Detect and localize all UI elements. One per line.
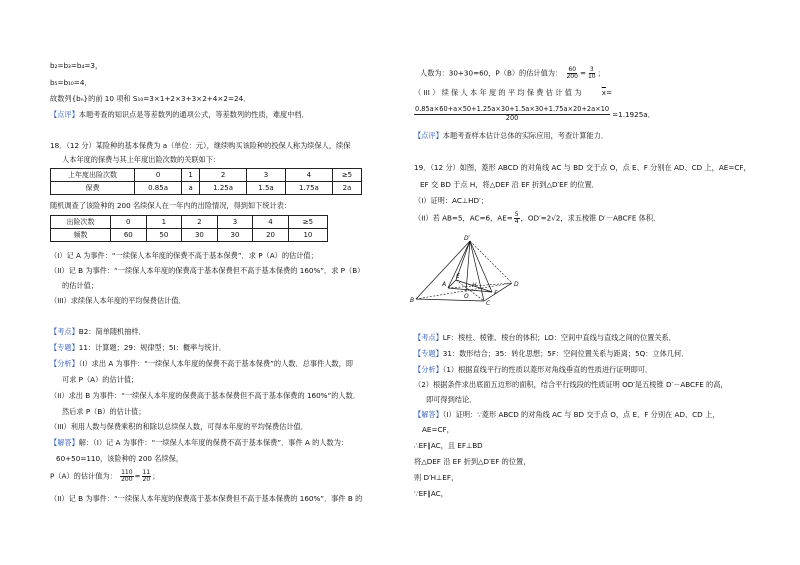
zhuanti-line (50, 343, 226, 352)
table-cell: 4 (285, 169, 332, 182)
zhuanti-text: 31：数形结合；35：转化思想；5F：空间位置关系与距离；5Q：立体几何． (442, 349, 689, 358)
table-cell: 10 (288, 229, 327, 242)
fraction (565, 67, 578, 80)
denominator: 10 (587, 73, 596, 80)
numerator: 60 (568, 66, 577, 73)
point-label: D (514, 281, 519, 288)
table-cell: ≥5 (332, 169, 361, 182)
table-cell: 50 (146, 229, 182, 242)
jieda-text: （I）证明：∵菱形 ABCD 的对角线 AC 与 BD 交于点 O，点 E、F 分别在 AD、CD 上， (442, 410, 720, 419)
jieda-text: 解：（I）记 A 为事件：“一续保人本年度的保费不高于基本保费”．事件 A 的人数为： (78, 438, 349, 447)
text: = (605, 88, 612, 97)
fraction (587, 67, 597, 80)
question-18-line: 18．（12 分）某险种的基本保费为 a（单位：元），继续购买该险种的投保人称为续保人，续保 (50, 141, 351, 150)
table-cell: a (182, 182, 200, 195)
point-label: O (464, 293, 469, 300)
question-19-line (414, 212, 660, 225)
fenxi-line (414, 365, 652, 374)
table-cell: ≥5 (288, 216, 327, 229)
denominator: 20 (142, 476, 151, 483)
jieda-line: （II）记 B 为事件：“一续保人本年度的保费高于基本保费但不高于基本保费的 160%”．事件 B 的 (50, 494, 363, 503)
fenxi-line: （2）根据条件求出底面五边形的面积，结合平行线段的性质证明 OD′是五棱锥 D′－ABCFE 的高， (414, 380, 728, 389)
table-row (51, 169, 362, 182)
fraction (414, 106, 610, 123)
table-cell: 出险次数 (51, 216, 111, 229)
fraction (120, 470, 133, 483)
question-19-line: （I）证明：AC⊥HD′； (414, 196, 488, 205)
fraction (514, 212, 520, 225)
table-cell: 4 (253, 216, 289, 229)
dianping-line (414, 131, 608, 140)
point-label: C (486, 300, 491, 307)
equals: = (134, 471, 141, 481)
text: =1.1925a． (612, 109, 655, 119)
jieda-line (414, 410, 719, 419)
table-cell: 3 (247, 169, 286, 182)
question-18-line: 随机调查了该险种的 200 名续保人在一年内的出险情况，得到如下统计表： (50, 201, 292, 210)
question-18-line: （II）记 B 为事件：“一续保人本年度的保费高于基本保费但不高于基本保费的 160%”．求 P（B） (50, 266, 365, 275)
table-cell: 1 (182, 169, 200, 182)
table-row (51, 182, 362, 195)
jieda-line (50, 470, 159, 483)
punct: ； (152, 471, 160, 481)
table-cell: 0 (135, 169, 182, 182)
equals: = (579, 68, 586, 78)
question-18-line: （I）记 A 为事件：“一续保人本年度的保费不高于基本保费”．求 P（A）的估计值； (50, 251, 318, 260)
kaodian-tag: 【考点】 (50, 327, 79, 336)
text: 人数为：30+30=60，P（B）的估计值为： (420, 68, 563, 78)
dianping-line (50, 110, 309, 119)
point-label: B (410, 297, 415, 304)
table-cell: 保费 (51, 182, 135, 195)
jieda-line: ∵EF∥AC， (414, 489, 448, 498)
table-cell: 20 (253, 229, 289, 242)
zhuanti-tag: 【专题】 (414, 349, 443, 358)
denominator: 200 (566, 73, 578, 80)
jieda-line: 将△DEF 沿 EF 折到△D′EF 的位置， (414, 457, 531, 466)
mean-symbol: $\overline{x}$ (601, 88, 606, 97)
table-cell: 2 (200, 169, 247, 182)
jieda-text: P（A）的估计值为： (50, 471, 117, 481)
table-cell: 3 (217, 216, 253, 229)
fenxi-tag: 【分析】 (414, 365, 443, 374)
numerator: 0.85a×60+a×50+1.25a×30+1.5a×30+1.75a×20+2a×10 (415, 105, 610, 113)
mean-formula (414, 106, 655, 123)
premium-table (50, 168, 362, 195)
dianping-text: 本题考查样本估计总体的实际应用，考查计算能力． (442, 131, 609, 140)
jieda-tag: 【解答】 (50, 438, 79, 447)
jieda-tag: 【解答】 (414, 410, 443, 419)
table-cell: 频数 (51, 229, 111, 242)
numerator: 11 (142, 469, 151, 476)
text-line: b₅=b₁₀=4． (50, 78, 92, 87)
edge-line (448, 280, 456, 288)
point-label: A (442, 281, 447, 288)
kaodian-text: B2：简单随机抽样． (78, 327, 146, 336)
zhuanti-tag: 【专题】 (50, 343, 79, 352)
pyramid-figure (408, 232, 528, 308)
question-18-line: 人本年度的保费与其上年度出险次数的关联如下： (62, 155, 221, 164)
point-label: D′ (464, 235, 470, 242)
table-cell: 上年度出险次数 (51, 169, 135, 182)
jieda-line: AE=CF， (422, 425, 454, 434)
point-label: F (494, 290, 498, 297)
table-cell: 1.75a (285, 182, 332, 195)
dashed-line (470, 241, 512, 283)
fenxi-line: （II）求出 B 为事件：“一续保人本年度的保费高于基本保费但不高于基本保费的 160%”的人数． (50, 391, 360, 400)
edge-line (416, 299, 484, 301)
edge-line (470, 241, 484, 301)
kaodian-tag: 【考点】 (414, 333, 443, 342)
text-line (420, 67, 605, 80)
table-cell: 1.25a (200, 182, 247, 195)
fenxi-line: 即可得到结论． (426, 395, 477, 404)
denominator: 200 (121, 476, 133, 483)
text-line: b₂=b₃=b₄=3， (50, 61, 103, 70)
numerator: 110 (121, 469, 133, 476)
table-cell: 30 (217, 229, 253, 242)
table-cell: 1 (146, 216, 182, 229)
fenxi-tag: 【分析】 (50, 359, 79, 368)
jieda-line: 则 D′H⊥EF， (414, 473, 459, 482)
zhuanti-line (414, 349, 688, 358)
table-cell: 2 (182, 216, 218, 229)
punct: ； (597, 68, 605, 78)
point-label: H (472, 282, 477, 289)
table-cell: 1.5a (247, 182, 286, 195)
frequency-table (50, 215, 328, 242)
jieda-line: 60+50=110，该险种的 200 名续保， (56, 454, 184, 463)
dianping-tag: 【点评】 (414, 131, 443, 140)
fenxi-line (50, 359, 353, 368)
text: ，OD′=2√2，求五棱锥 D′－ABCFE 体积． (520, 213, 661, 223)
denominator: 4 (514, 218, 519, 225)
fenxi-text: （I）求出 A 为事件：“一续保人本年度的保费不高于基本保费”的人数．总事件人数，即 (78, 359, 353, 368)
kaodian-line (414, 333, 676, 342)
jieda-line: ∴EF∥AC，且 EF⊥BD (414, 441, 483, 450)
text: （II）若 AB=5，AC=6，AE= (414, 213, 513, 223)
denominator: 200 (505, 113, 519, 122)
text: （ III ） 续 保 人 本 年 度 的 平 均 保 费 估 计 值 为 (414, 88, 582, 97)
table-cell: 0.85a (135, 182, 182, 195)
question-19-line: 19．（12 分）如图，菱形 ABCD 的对角线 AC 与 BD 交于点 O，点 E、F 分别在 AD、CD 上，AE=CF， (414, 163, 751, 172)
text-line: 故数列{bₙ}的前 10 项和 S₁₀=3×1+2×3+3×2+4×2=24． (50, 94, 251, 103)
fenxi-line: （III）利用人数与保费乘积的和除以总续保人数，可得本年度的平均保费估计值． (50, 422, 308, 431)
fenxi-text: （1）根据直线平行的性质以菱形对角线垂直的性质进行证明即可． (442, 365, 653, 374)
dianping-text: 本题考查的知识点是等差数列的通项公式，等差数列的性质，难度中档． (78, 110, 309, 119)
kaodian-line (50, 327, 146, 336)
dianping-tag: 【点评】 (50, 110, 79, 119)
jieda-line (50, 438, 348, 447)
table-cell: 2a (332, 182, 361, 195)
kaodian-text: LF：棱柱、棱锥、棱台的体积；LO：空间中直线与直线之间的位置关系． (442, 333, 676, 342)
table-row (51, 229, 328, 242)
text-line (414, 88, 612, 97)
numerator: 3 (589, 66, 594, 73)
table-row (51, 216, 328, 229)
table-cell: 0 (111, 216, 147, 229)
numerator: 5 (514, 211, 519, 218)
fenxi-line: 然后求 P（B）的估计值； (62, 407, 146, 416)
table-cell: 60 (111, 229, 147, 242)
fenxi-line: 可求 P（A）的估计值； (62, 375, 139, 384)
table-cell: 30 (182, 229, 218, 242)
fraction (142, 470, 152, 483)
question-19-line: EF 交 BD 于点 H，将△DEF 沿 EF 折到△D′EF 的位置． (420, 180, 599, 189)
question-18-line: 的估计值； (62, 281, 98, 290)
point-label: E (456, 273, 460, 280)
edge-line (416, 241, 470, 299)
question-18-line: （III）求续保人本年度的平均保费估计值． (50, 296, 186, 305)
zhuanti-text: 11：计算题；29：规律型；5I：概率与统计． (78, 343, 226, 352)
